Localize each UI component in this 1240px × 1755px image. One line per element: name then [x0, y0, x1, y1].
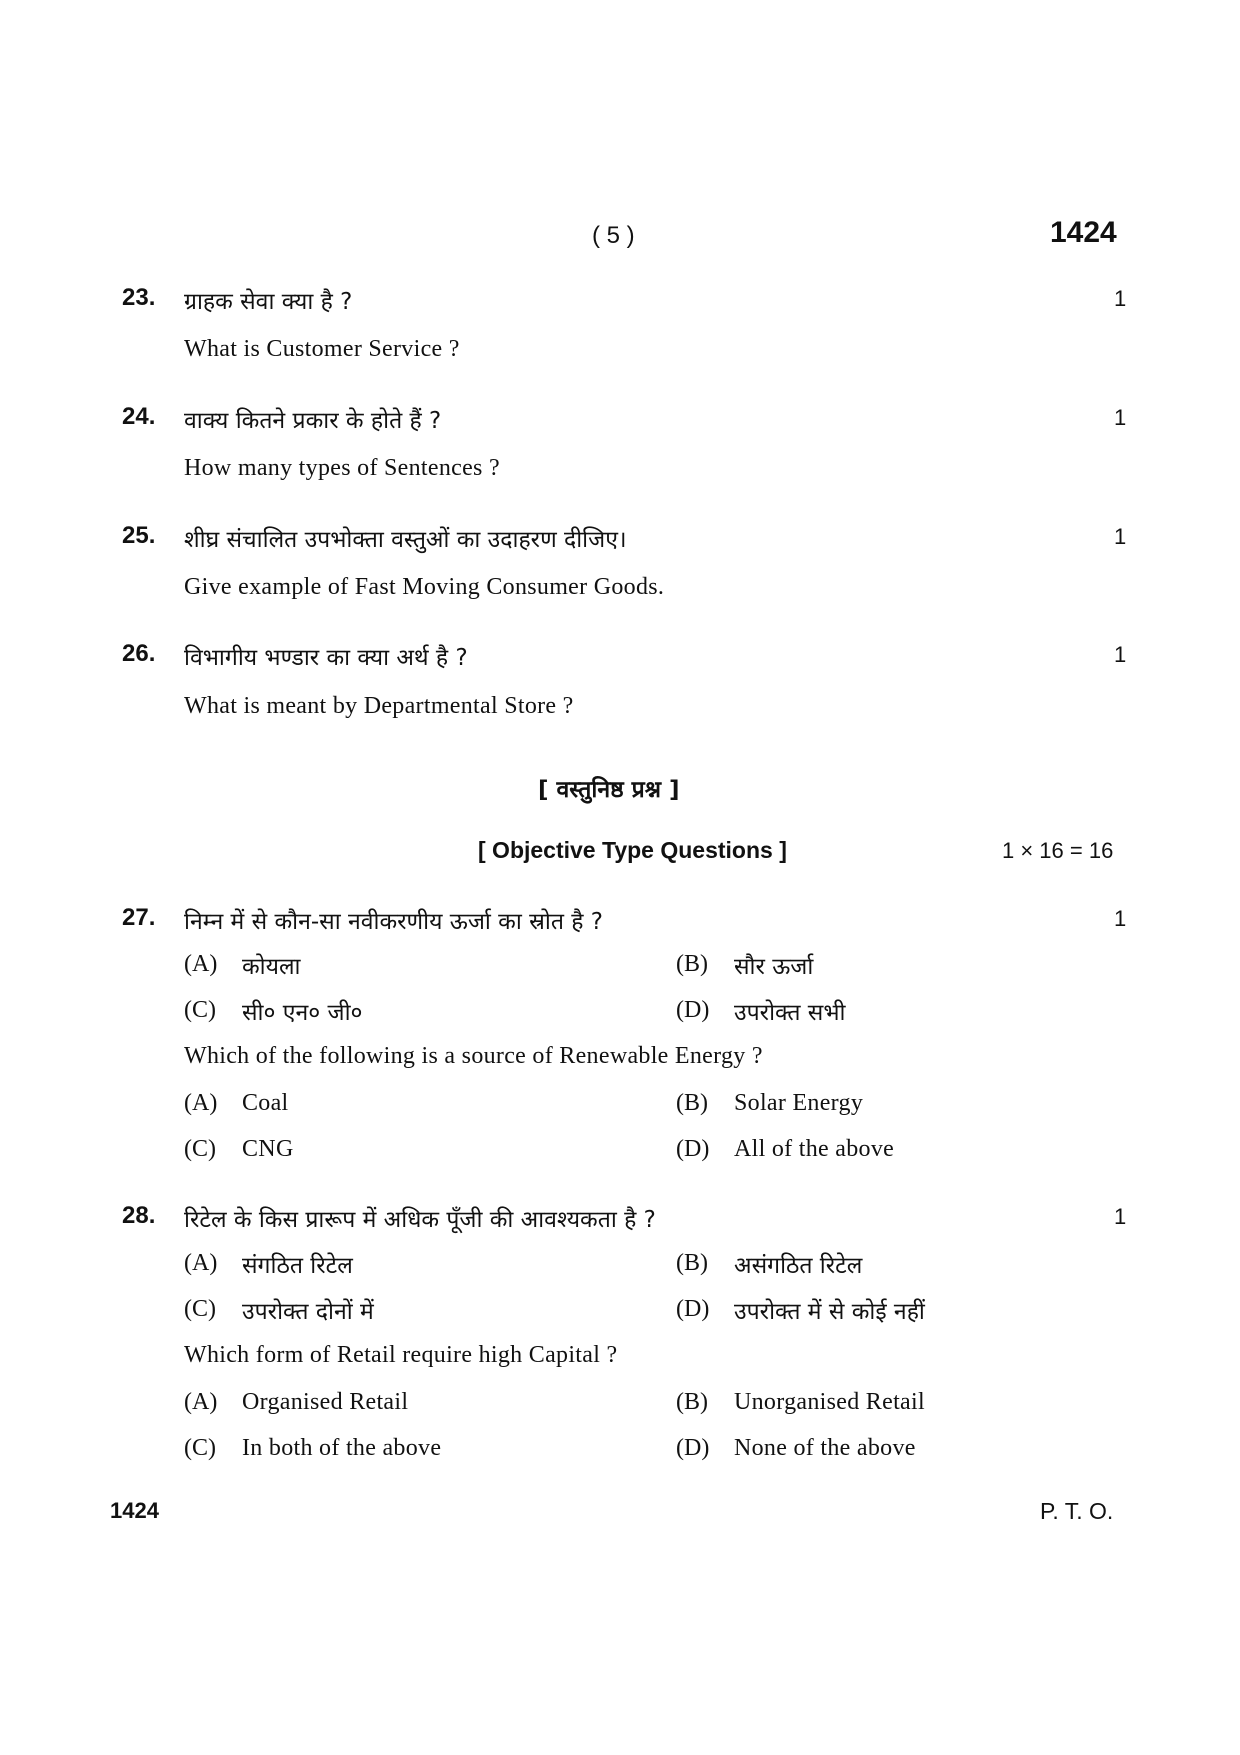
option-english: Organised Retail [242, 1389, 409, 1415]
option-english: Solar Energy [734, 1090, 864, 1116]
option-hindi: सी० एन० जी० [242, 1000, 363, 1026]
page-number: ( 5 ) [592, 222, 635, 249]
option-label: (A) [184, 1389, 218, 1415]
question-hindi: विभागीय भण्डार का क्या अर्थ है ? [184, 645, 468, 671]
paper-code-header: 1424 [1050, 216, 1117, 249]
question-hindi: वाक्य कितने प्रकार के होते हैं ? [184, 408, 442, 434]
option-label: (B) [676, 1389, 708, 1415]
question-english: What is Customer Service ? [184, 336, 460, 362]
option-english: Unorganised Retail [734, 1389, 925, 1415]
question-marks: 1 [1114, 286, 1127, 311]
option-english: CNG [242, 1136, 294, 1162]
question-number: 26. [122, 640, 156, 667]
question-english: Which of the following is a source of Renewable Energy ? [184, 1043, 763, 1069]
option-label: (B) [676, 1090, 708, 1116]
option-hindi: कोयला [242, 954, 301, 980]
question-number: 28. [122, 1202, 156, 1229]
question-number: 25. [122, 522, 156, 549]
option-label: (D) [676, 1435, 710, 1461]
question-hindi: शीघ्र संचालित उपभोक्ता वस्तुओं का उदाहरण दीजिए। [184, 527, 627, 553]
pto-label: P. T. O. [1040, 1498, 1114, 1524]
option-label: (A) [184, 1250, 218, 1276]
option-label: (C) [184, 1435, 216, 1461]
option-label: (A) [184, 1090, 218, 1116]
question-hindi: ग्राहक सेवा क्या है ? [184, 289, 353, 315]
question-hindi: रिटेल के किस प्रारूप में अधिक पूँजी की आवश्यकता है ? [184, 1207, 656, 1233]
option-hindi: संगठित रिटेल [242, 1253, 353, 1279]
section-title-hindi: [ वस्तुनिष्ठ प्रश्न ] [538, 777, 680, 803]
section-marks: 1 × 16 = 16 [1002, 838, 1114, 863]
paper-code-footer: 1424 [110, 1498, 159, 1523]
option-hindi: उपरोक्त दोनों में [242, 1299, 374, 1325]
question-number: 24. [122, 403, 156, 430]
option-label: (D) [676, 1136, 710, 1162]
question-number: 23. [122, 284, 156, 311]
option-label: (B) [676, 951, 708, 977]
option-label: (A) [184, 951, 218, 977]
option-label: (C) [184, 997, 216, 1023]
option-label: (B) [676, 1250, 708, 1276]
question-english: Give example of Fast Moving Consumer Goods. [184, 574, 665, 600]
option-hindi: उपरोक्त में से कोई नहीं [734, 1299, 925, 1325]
option-label: (C) [184, 1296, 216, 1322]
option-label: (D) [676, 997, 710, 1023]
option-hindi: सौर ऊर्जा [734, 954, 814, 980]
option-label: (D) [676, 1296, 710, 1322]
option-hindi: असंगठित रिटेल [734, 1253, 863, 1279]
question-number: 27. [122, 904, 156, 931]
question-marks: 1 [1114, 405, 1127, 430]
question-hindi: निम्न में से कौन-सा नवीकरणीय ऊर्जा का स्रोत है ? [184, 909, 604, 935]
question-english: Which form of Retail require high Capital ? [184, 1342, 618, 1368]
question-marks: 1 [1114, 1204, 1127, 1229]
question-marks: 1 [1114, 906, 1127, 931]
option-english: In both of the above [242, 1435, 442, 1461]
option-hindi: उपरोक्त सभी [734, 1000, 846, 1026]
question-marks: 1 [1114, 642, 1127, 667]
option-english: All of the above [734, 1136, 895, 1162]
question-english: What is meant by Departmental Store ? [184, 693, 574, 719]
option-english: None of the above [734, 1435, 916, 1461]
section-title-english: [ Objective Type Questions ] [478, 837, 787, 863]
question-marks: 1 [1114, 524, 1127, 549]
question-english: How many types of Sentences ? [184, 455, 500, 481]
option-label: (C) [184, 1136, 216, 1162]
option-english: Coal [242, 1090, 289, 1116]
